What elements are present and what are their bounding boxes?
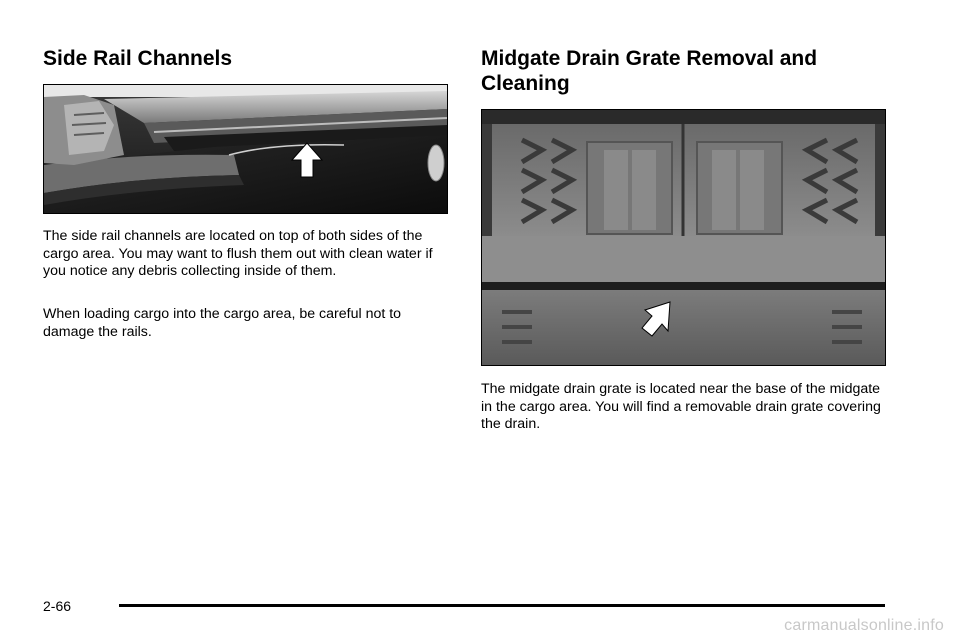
drain-grate-illustration: [482, 110, 885, 365]
page-number: 2-66: [43, 598, 72, 614]
drain-grate-paragraph-1: The midgate drain grate is located near the base of the midgate in the cargo area. You will find a removable drain grate covering the drain.: [481, 381, 881, 433]
footer-rule: [119, 604, 885, 607]
drain-grate-photo: [481, 109, 886, 366]
side-rail-paragraph-1: The side rail channels are located on top of both sides of the cargo area. You may want to flush them out with clean water if you notice any debris collecting inside of them.: [43, 228, 433, 280]
side-rail-paragraph-2: When loading cargo into the cargo area, be careful not to damage the rails.: [43, 306, 402, 340]
section-heading-drain-grate: Midgate Drain Grate Removal and Cleaning: [481, 47, 818, 95]
watermark-text: carmanualsonline.info: [784, 617, 944, 634]
side-rail-illustration: [44, 85, 447, 213]
side-rail-photo: [43, 84, 448, 214]
section-heading-side-rail: Side Rail Channels: [43, 47, 233, 70]
